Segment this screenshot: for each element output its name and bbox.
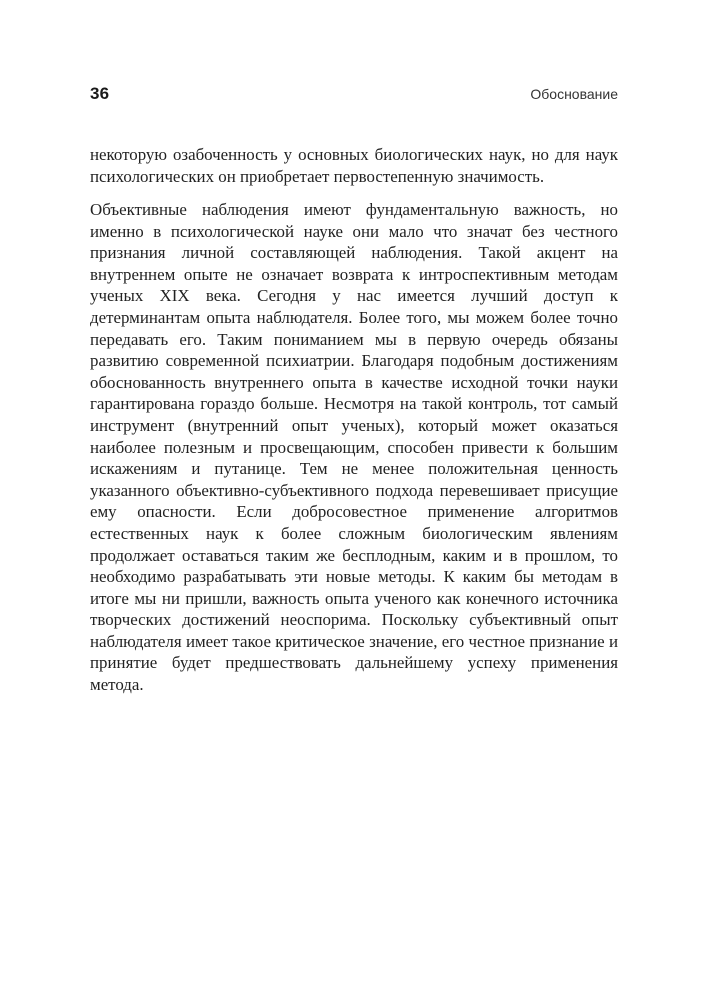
page-number: 36 [90,84,110,103]
running-head: Обоснование [530,86,618,102]
paragraph-continuation: некоторую озабоченность у основных биологических наук, но для наук психологических он приобретает первостепенную значимость. [90,145,618,186]
paragraph-main: Объективные наблюдения имеют фундаментальную важность, но именно в психологической науке они мало что значат без честного признания личной составляющей наблюдения. Такой акцент на внутреннем опыте не означает возврата к интроспективным методам ученых XIX века. Сегодня у нас имеется лучший доступ к детерминантам опыта наблюдателя. Более того, мы можем более точно передавать его. Таким пониманием мы в первую очередь обязаны развитию современной психиатрии. Благодаря подобным достижениям обоснованность внутреннего опыта в качестве исходной точки науки гарантирована гораздо больше. Несмотря на такой контроль, тот самый инструмент (внутренний опыт ученых), который может оказаться наиболее полезным и просвещающим, способен привести к большим искажениям и путанице. Тем не менее положительная ценность указанного объективно-субъективного подхода перевешивает присущие ему опасности. Если добросовестное применение алгоритмов естественных наук к более сложным биологическим явлениям продолжает оставаться таким же бесплодным, каким и в прошлом, то необходимо разрабатывать эти новые методы. К каким бы методам в итоге мы ни пришли, важность опыта ученого как конечного источника творческих достижений неоспорима. Поскольку субъективный опыт наблюдателя имеет такое критическое значение, его честное признание и принятие будет предшествовать дальнейшему успеху применения метода. [90,200,618,695]
